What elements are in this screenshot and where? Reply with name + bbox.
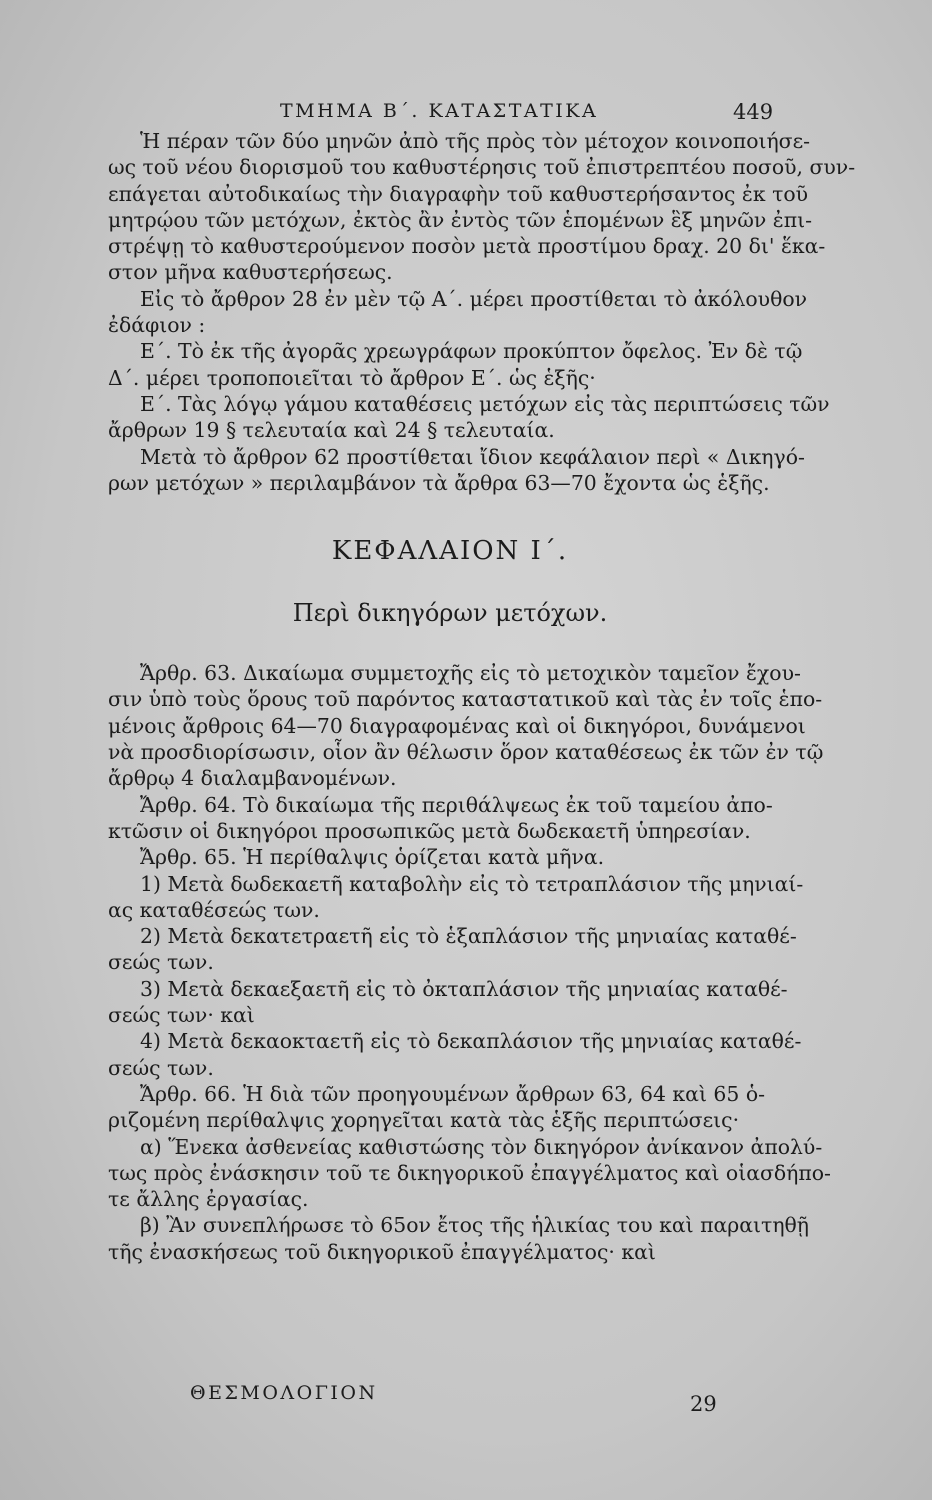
text-line: ρων μετόχων » περιλαμβάνον τὰ ἄρθρα 63—70 ἔχοντα ὡς ἑξῆς. — [108, 470, 770, 495]
text-line: επάγεται αὐτοδικαίως τὴν διαγραφὴν τοῦ καθυστερήσαντος ἐκ τοῦ — [108, 181, 809, 206]
page-header — [0, 100, 932, 130]
text-line: α) Ἕνεκα ἀσθενείας καθιστώσης τὸν δικηγόρον ἀνίκανον ἀπολύ- — [140, 1134, 823, 1159]
text-line: ως τοῦ νέου διορισμοῦ του καθυστέρησις τοῦ ἐπιστρεπτέου ποσοῦ, συν- — [108, 155, 856, 180]
articles-text — [108, 660, 831, 1265]
text-line: Ε΄. Τὸ ἐκ τῆς ἀγορᾶς χρεωγράφων προκύπτον ὄφελος. Ἐν δὲ τῷ — [140, 339, 803, 364]
signature-number: 29 — [690, 1392, 717, 1416]
text-line: στον μῆνα καθυστερήσεως. — [108, 260, 393, 285]
text-line: κτῶσιν οἱ δικηγόροι προσωπικῶς μετὰ δωδεκαετῆ ὑπηρεσίαν. — [108, 818, 751, 843]
text-line: σεώς των· καὶ — [108, 1003, 255, 1028]
chapter-title: ΚΕΦΑΛΑΙΟΝ Ι΄. — [331, 536, 569, 567]
text-line: Ἄρθρ. 63. Δικαίωμα συμμετοχῆς εἰς τὸ μετοχικὸν ταμεῖον ἔχου- — [140, 661, 801, 686]
text-line: σεώς των. — [108, 1055, 214, 1080]
text-line: στρέψῃ τὸ καθυστερούμενον ποσὸν μετὰ προστίμου δραχ. 20 δι' ἕκα- — [108, 234, 826, 259]
text-line: ἄρθρῳ 4 διαλαμβανομένων. — [108, 766, 397, 791]
page-number: 449 — [733, 100, 774, 124]
page-body — [108, 128, 856, 1265]
text-line: Εἰς τὸ ἄρθρον 28 ἐν μὲν τῷ Α΄. μέρει προστίθεται τὸ ἀκόλουθον — [140, 286, 808, 311]
text-line: 4) Μετὰ δεκαοκταετῆ εἰς τὸ δεκαπλάσιον τῆς μηνιαίας καταθέ- — [140, 1029, 802, 1054]
text-line: Ἡ πέραν τῶν δύο μηνῶν ἀπὸ τῆς πρὸς τὸν μέτοχον κοινοποιήσε- — [140, 129, 811, 153]
text-line: Ἄρθρ. 66. Ἡ διὰ τῶν προηγουμένων ἄρθρων 63, 64 καὶ 65 ὁ- — [140, 1081, 766, 1106]
text-line: τως πρὸς ἐνάσκησιν τοῦ τε δικηγορικοῦ ἐπαγγέλματος καὶ οἱασδήπο- — [108, 1160, 831, 1185]
text-line: Δ΄. μέρει τροποποιεῖται τὸ ἄρθρον Ε΄. ὡς ἑξῆς· — [108, 365, 596, 390]
signature-mark: ΘΕΣΜΟΛΟΓΙΟΝ — [190, 1382, 378, 1404]
text-line: 3) Μετὰ δεκαεξαετῆ εἰς τὸ ὀκταπλάσιον τῆς μηνιαίας καταθέ- — [140, 976, 788, 1001]
chapter-subtitle: Περὶ δικηγόρων μετόχων. — [292, 599, 608, 628]
page-footer — [0, 1382, 932, 1416]
text-line: 2) Μετὰ δεκατετραετῆ εἰς τὸ ἑξαπλάσιον τῆς μηνιαίας καταθέ- — [140, 924, 797, 949]
text-line: Μετὰ τὸ ἄρθρον 62 προστίθεται ἴδιον κεφάλαιον περὶ « Δικηγό- — [140, 444, 805, 469]
text-line: τε ἄλλης ἐργασίας. — [108, 1187, 309, 1212]
text-line: τῆς ἐνασκήσεως τοῦ δικηγορικοῦ ἐπαγγέλματος· καὶ — [108, 1239, 656, 1264]
text-line: β) Ἂν συνεπλήρωσε τὸ 65ον ἔτος τῆς ἡλικίας του καὶ παραιτηθῇ — [140, 1213, 810, 1238]
text-line: σεώς των. — [108, 950, 214, 975]
text-line: σιν ὑπὸ τοὺς ὅρους τοῦ παρόντος καταστατικοῦ καὶ τὰς ἐν τοῖς ἑπο- — [108, 687, 823, 712]
text-line: ριζομένη περίθαλψις χορηγεῖται κατὰ τὰς ἑξῆς περιπτώσεις· — [108, 1108, 740, 1133]
text-line: μένοις ἄρθροις 64—70 διαγραφομένας καὶ οἱ δικηγόροι, δυνάμενοι — [108, 713, 806, 738]
text-line: Ἄρθρ. 65. Ἡ περίθαλψις ὁρίζεται κατὰ μῆνα. — [140, 845, 605, 870]
intro-text — [108, 128, 856, 496]
text-line: 1) Μετὰ δωδεκαετῆ καταβολὴν εἰς τὸ τετραπλάσιον τῆς μηνιαί- — [140, 871, 804, 896]
text-line: νὰ προσδιορίσωσιν, οἷον ἂν θέλωσιν ὅρον καταθέσεως ἐκ τῶν ἐν τῷ — [108, 740, 824, 765]
text-line: ας καταθέσεώς των. — [108, 897, 320, 922]
running-head: ΤΜΗΜΑ Β΄. ΚΑΤΑΣΤΑΤΙΚΑ — [280, 100, 599, 122]
text-line: μητρῴου τῶν μετόχων, ἐκτὸς ἂν ἐντὸς τῶν ἑπομένων ἓξ μηνῶν ἐπι- — [108, 207, 812, 232]
text-line: Ε΄. Τὰς λόγῳ γάμου καταθέσεις μετόχων εἰς τὰς περιπτώσεις τῶν — [140, 391, 830, 416]
text-line: Ἄρθρ. 64. Τὸ δικαίωμα τῆς περιθάλψεως ἐκ τοῦ ταμείου ἀπο- — [140, 792, 773, 817]
text-line: ἄρθρων 19 § τελευταία καὶ 24 § τελευταία. — [108, 418, 555, 443]
text-line: ἐδάφιον : — [108, 313, 206, 338]
